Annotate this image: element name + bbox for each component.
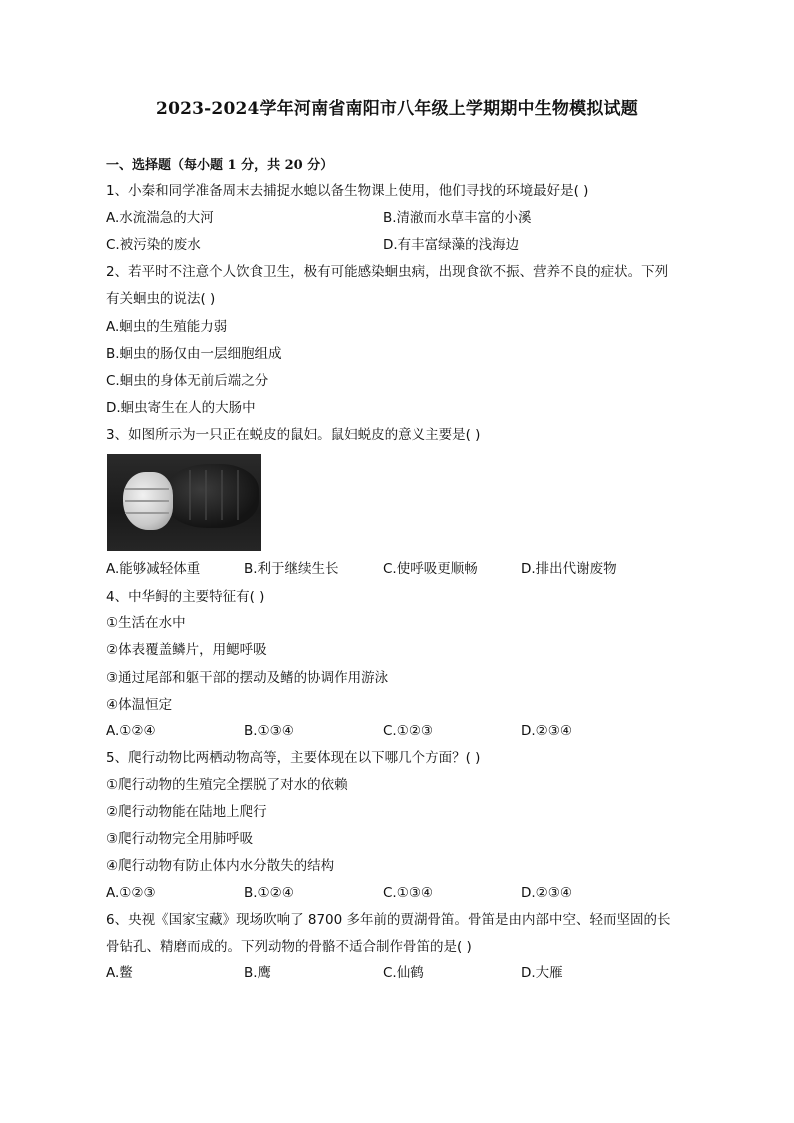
section-heading: 一、选择题（每小题 1 分，共 20 分） <box>106 158 334 173</box>
q5-statement-2: ②爬行动物能在陆地上爬行 <box>106 804 267 820</box>
q5-statement-1: ①爬行动物的生殖完全摆脱了对水的依赖 <box>106 777 348 793</box>
q6-stem-line1: 6、央视《国家宝藏》现场吹响了 8700 多年前的贾湖骨笛。骨笛是由内部中空、轻而坚固的长 <box>106 912 671 928</box>
q1-option-c: C.被污染的废水 <box>106 237 201 253</box>
q4-statement-4: ④体温恒定 <box>106 697 173 713</box>
q2-option-b: B.蛔虫的肠仅由一层细胞组成 <box>106 346 282 362</box>
q3-option-d: D.排出代谢废物 <box>521 561 617 577</box>
woodlouse-molting-photo <box>107 454 261 551</box>
q6-option-c: C.仙鹤 <box>383 965 424 981</box>
q4-stem: 4、中华鲟的主要特征有( ) <box>106 589 265 605</box>
q2-stem-line2: 有关蛔虫的说法( ) <box>106 291 216 307</box>
q2-option-d: D.蛔虫寄生在人的大肠中 <box>106 400 256 416</box>
q6-option-b: B.鹰 <box>244 965 272 981</box>
q3-stem: 3、如图所示为一只正在蜕皮的鼠妇。鼠妇蜕皮的意义主要是( ) <box>106 427 481 443</box>
q3-option-c: C.使呼吸更顺畅 <box>383 561 478 577</box>
q4-option-a: A.①②④ <box>106 723 156 739</box>
q1-option-d: D.有丰富绿藻的浅海边 <box>383 237 520 253</box>
q2-option-c: C.蛔虫的身体无前后端之分 <box>106 373 269 389</box>
q5-statement-4: ④爬行动物有防止体内水分散失的结构 <box>106 858 335 874</box>
q5-stem: 5、爬行动物比两栖动物高等，主要体现在以下哪几个方面？( ) <box>106 750 481 766</box>
q1-stem: 1、小秦和同学准备周末去捕捉水螅以备生物课上使用，他们寻找的环境最好是( ) <box>106 183 589 199</box>
q4-statement-3: ③通过尾部和躯干部的摆动及鳍的协调作用游泳 <box>106 670 389 686</box>
q4-option-c: C.①②③ <box>383 723 434 739</box>
q5-option-b: B.①②④ <box>244 885 294 901</box>
q4-statement-2: ②体表覆盖鳞片，用鳃呼吸 <box>106 642 267 658</box>
q4-option-b: B.①③④ <box>244 723 294 739</box>
q3-option-a: A.能够减轻体重 <box>106 561 201 577</box>
q6-option-a: A.鳖 <box>106 965 133 981</box>
q5-option-a: A.①②③ <box>106 885 156 901</box>
q5-statement-3: ③爬行动物完全用肺呼吸 <box>106 831 254 847</box>
q5-option-c: C.①③④ <box>383 885 434 901</box>
exam-title: 2023-2024学年河南省南阳市八年级上学期期中生物模拟试题 <box>156 99 638 119</box>
q4-option-d: D.②③④ <box>521 723 572 739</box>
q2-option-a: A.蛔虫的生殖能力弱 <box>106 319 228 335</box>
q6-option-d: D.大雁 <box>521 965 563 981</box>
q6-stem-line2: 骨钻孔、精磨而成的。下列动物的骨骼不适合制作骨笛的是( ) <box>106 939 472 955</box>
q5-option-d: D.②③④ <box>521 885 572 901</box>
q2-stem-line1: 2、若平时不注意个人饮食卫生，极有可能感染蛔虫病，出现食欲不振、营养不良的症状。下列 <box>106 264 669 280</box>
q4-statement-1: ①生活在水中 <box>106 615 186 631</box>
q1-option-a: A.水流湍急的大河 <box>106 210 214 226</box>
q1-option-b: B.清澈而水草丰富的小溪 <box>383 210 532 226</box>
q3-option-b: B.利于继续生长 <box>244 561 339 577</box>
